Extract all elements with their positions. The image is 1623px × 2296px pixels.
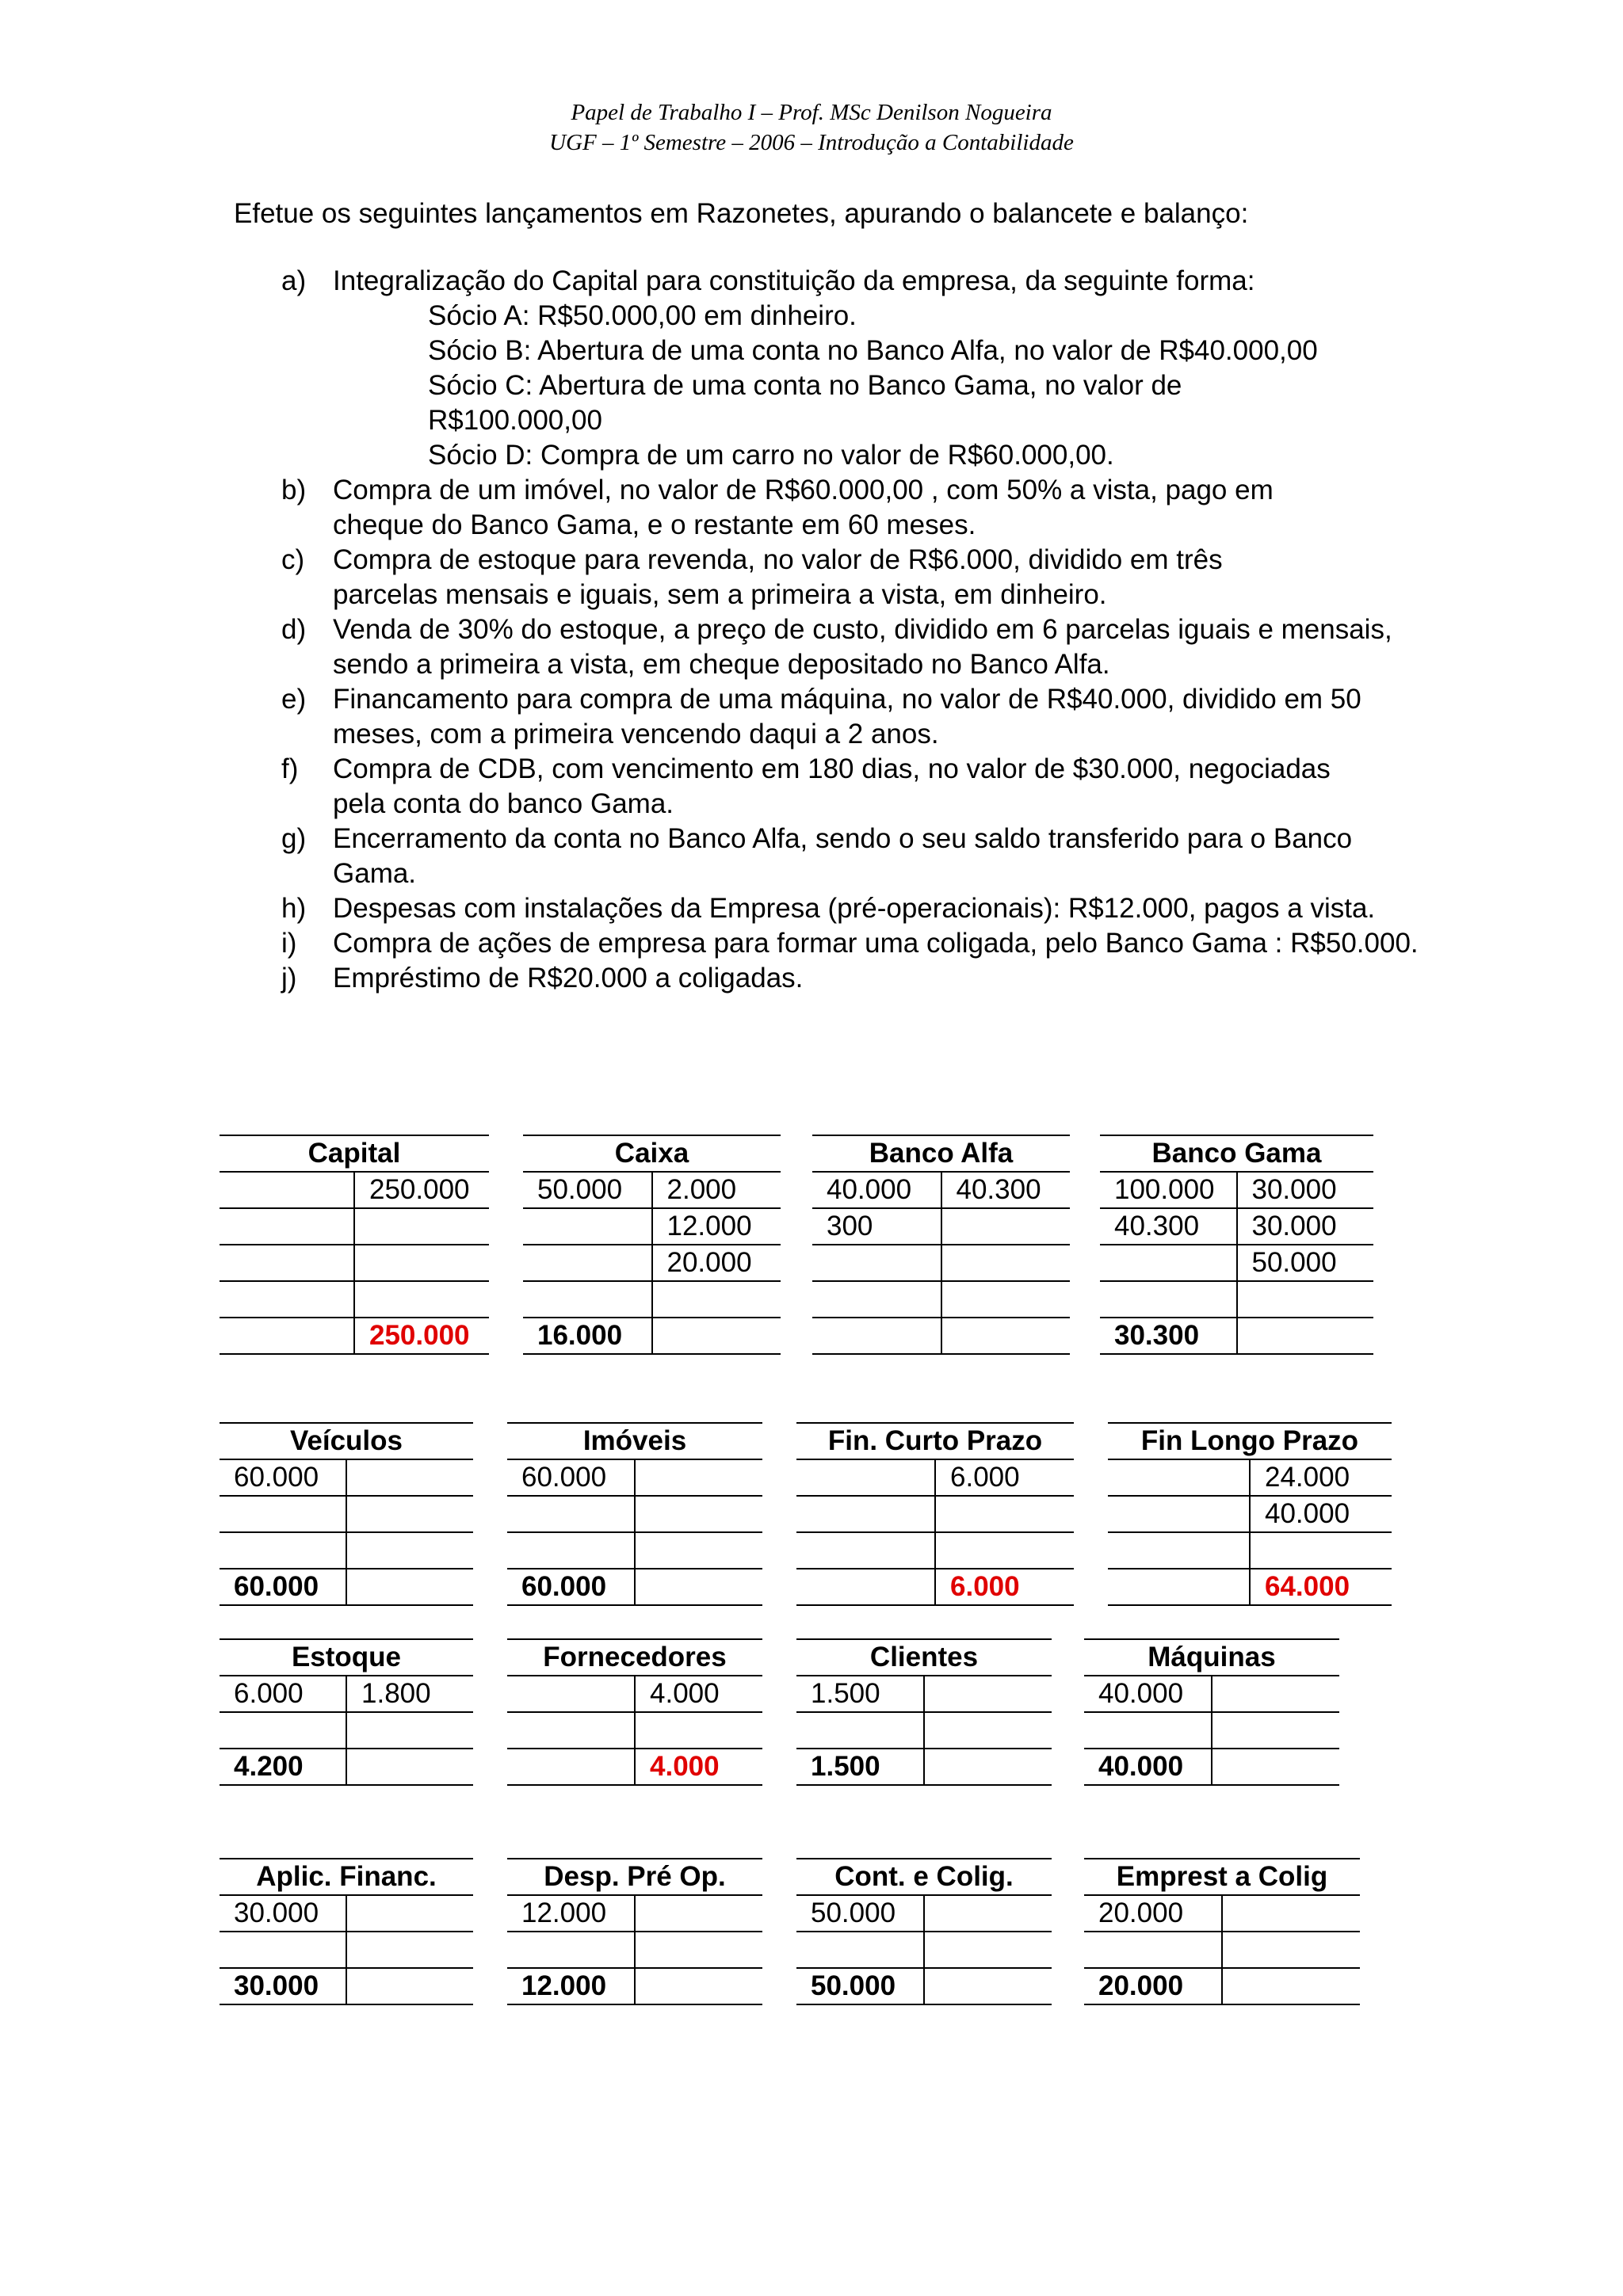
debit-cell [812,1245,942,1280]
debit-cell [523,1245,653,1280]
debit-cell [507,1533,636,1568]
account-row [523,1282,781,1318]
debit-cell: 300 [812,1209,942,1244]
debit-cell [507,1676,636,1711]
debit-total: 1.500 [796,1749,925,1784]
debit-cell [220,1533,347,1568]
account-row [220,1713,473,1749]
account-title: Aplic. Financ. [220,1858,473,1896]
account-row [220,1245,489,1282]
credit-total [1238,1318,1374,1353]
debit-cell [220,1713,347,1748]
credit-cell [347,1896,473,1931]
debit-total: 30.300 [1100,1318,1238,1353]
credit-total [925,1749,1052,1784]
debit-total: 20.000 [1084,1969,1223,2004]
account-row [1084,1713,1339,1749]
account-total-row [1108,1569,1392,1606]
account-title: Emprest a Colig [1084,1858,1360,1896]
debit-cell: 40.000 [1084,1676,1212,1711]
credit-cell [355,1209,489,1244]
socio-d: Sócio D: Compra de um carro no valor de R$60.000,00. [428,440,1114,471]
debit-cell [220,1932,347,1967]
debit-cell: 30.000 [220,1896,347,1931]
debit-cell: 50.000 [523,1173,653,1207]
account-row [796,1713,1052,1749]
credit-cell: 2.000 [666,1174,737,1205]
account-row [796,1932,1052,1969]
credit-cell [1238,1282,1374,1317]
credit-cell [925,1713,1052,1748]
credit-cell [1223,1932,1360,1967]
credit-cell [636,1896,762,1931]
credit-total [347,1969,473,2004]
debit-cell [507,1713,636,1748]
credit-cell [347,1533,473,1568]
account-title: Banco Gama [1100,1135,1373,1173]
credit-total [347,1749,473,1784]
account-total-row [507,1569,762,1606]
account-total-row [1100,1318,1373,1355]
credit-total [636,1569,762,1604]
account-row [220,1282,489,1318]
credit-cell: 12.000 [666,1211,752,1241]
debit-cell: 100.000 [1100,1173,1238,1207]
debit-cell [220,1497,347,1531]
account-row [796,1533,1074,1569]
credit-total [347,1569,473,1604]
debit-cell [796,1497,936,1531]
socio-a: Sócio A: R$50.000,00 em dinheiro. [428,300,857,331]
account-total-row [220,1749,473,1786]
debit-cell: 60.000 [507,1460,636,1495]
debit-total: 50.000 [796,1969,925,2004]
credit-total [1223,1969,1360,2004]
credit-total [636,1969,762,2004]
debit-total: 12.000 [507,1969,636,2004]
credit-total [942,1318,1071,1353]
account-row [812,1209,1070,1245]
account-row [220,1460,473,1497]
debit-cell [796,1460,936,1495]
header-line-1: Papel de Trabalho I – Prof. MSc Denilson Nogueira [571,100,1052,125]
credit-cell [347,1497,473,1531]
account-row [507,1713,762,1749]
debit-cell: 40.000 [812,1173,942,1207]
credit-cell [925,1932,1052,1967]
credit-cell [636,1460,762,1495]
credit-cell [347,1713,473,1748]
account-row [507,1533,762,1569]
question-e: e) Financamento para compra de uma máquina, no valor de R$40.000, dividido em 50 meses, com a primeira vencendo daqui a 2 anos. [281,684,1361,749]
credit-cell: 50.000 [1251,1247,1337,1278]
debit-cell: 12.000 [507,1896,636,1931]
t-account-imoveis [507,1422,762,1606]
account-title: Máquinas [1084,1638,1339,1676]
debit-cell: 60.000 [220,1460,347,1495]
header-line-2: UGF – 1º Semestre – 2006 – Introdução a Contabilidade [549,130,1074,155]
account-total-row [220,1318,489,1355]
account-row [507,1932,762,1969]
account-row [523,1245,781,1282]
credit-total [925,1969,1052,2004]
credit-cell [636,1497,762,1531]
debit-cell: 20.000 [1084,1896,1223,1931]
account-title: Capital [220,1135,489,1173]
account-total-row [220,1569,473,1606]
account-row [796,1676,1052,1713]
credit-cell [925,1676,1052,1711]
t-account-maquinas [1084,1638,1339,1786]
debit-cell [507,1932,636,1967]
t-account-capital [220,1135,489,1355]
account-row [220,1209,489,1245]
instructions: Efetue os seguintes lançamentos em Razonetes, apurando o balancete e balanço: [234,198,1249,229]
question-c: c) Compra de estoque para revenda, no valor de R$6.000, dividido em três parcelas mensais e iguais, sem a primeira a vista, em dinheiro. [281,544,1223,610]
debit-cell [1108,1497,1251,1531]
credit-total [653,1318,781,1353]
account-total-row [1084,1969,1360,2005]
account-title: Imóveis [507,1422,762,1460]
account-title: Caixa [523,1135,781,1173]
t-account-cont-colig [796,1858,1052,2005]
credit-cell [636,1713,762,1748]
account-title: Fin Longo Prazo [1108,1422,1392,1460]
question-h: h) Despesas com instalações da Empresa (pré-operacionais): R$12.000, pagos a vista. [281,893,1376,924]
credit-cell [355,1245,489,1280]
debit-cell [220,1209,355,1244]
debit-total [812,1318,942,1353]
account-total-row [507,1749,762,1786]
account-total-row [220,1969,473,2005]
debit-total: 60.000 [507,1569,636,1604]
t-account-banco-alfa [812,1135,1070,1355]
account-row [1100,1245,1373,1282]
socio-c: Sócio C: Abertura de uma conta no Banco Gama, no valor de R$100.000,00 [428,370,1182,436]
account-row [812,1245,1070,1282]
debit-cell [1084,1713,1212,1748]
account-row [220,1896,473,1932]
debit-total: 40.000 [1084,1749,1212,1784]
debit-total [1108,1569,1251,1604]
account-row [507,1896,762,1932]
t-account-clientes [796,1638,1052,1786]
credit-cell [355,1282,489,1317]
debit-total [796,1569,936,1604]
credit-cell [653,1282,781,1317]
debit-total [220,1318,355,1353]
account-row [523,1209,781,1245]
account-title: Fin. Curto Prazo [796,1422,1074,1460]
t-account-aplic-financ [220,1858,473,2005]
debit-total: 16.000 [523,1318,653,1353]
credit-cell [942,1209,1071,1244]
t-account-estoque [220,1638,473,1786]
debit-cell [812,1282,942,1317]
credit-cell [942,1282,1071,1317]
account-row [1100,1209,1373,1245]
account-title: Banco Alfa [812,1135,1070,1173]
debit-cell [796,1713,925,1748]
debit-cell [523,1209,653,1244]
account-row [1084,1896,1360,1932]
credit-total [1212,1749,1339,1784]
debit-cell: 50.000 [796,1896,925,1931]
account-row [1084,1932,1360,1969]
t-account-desp-pre-op [507,1858,762,2005]
account-row [1108,1533,1392,1569]
debit-total: 30.000 [220,1969,347,2004]
account-total-row [523,1318,781,1355]
credit-cell: 20.000 [666,1247,752,1278]
credit-cell [347,1932,473,1967]
debit-cell [1100,1282,1238,1317]
account-row [220,1173,489,1209]
account-row [1108,1497,1392,1533]
t-account-fin-curto-prazo [796,1422,1074,1606]
debit-cell [796,1533,936,1568]
account-total-row [796,1569,1074,1606]
debit-cell [507,1497,636,1531]
credit-cell [936,1533,1074,1568]
question-b: b) Compra de um imóvel, no valor de R$60.000,00 , com 50% a vista, pago em cheque do Banco Gama, e o restante em 60 meses. [281,475,1274,540]
credit-cell [1251,1533,1392,1568]
account-row [812,1173,1070,1209]
question-d: d) Venda de 30% do estoque, a preço de custo, dividido em 6 parcelas iguais e mensais, sendo a primeira a vista, em cheque depositado no Banco Alfa. [281,614,1392,680]
debit-cell: 6.000 [220,1676,347,1711]
question-list [281,264,1446,996]
debit-cell [1100,1245,1238,1280]
credit-cell [636,1533,762,1568]
account-row [507,1676,762,1713]
credit-cell [1223,1896,1360,1931]
account-row [796,1497,1074,1533]
credit-total: 64.000 [1265,1571,1350,1602]
credit-cell: 4.000 [650,1678,720,1709]
debit-total: 4.200 [220,1749,347,1784]
credit-cell: 30.000 [1251,1211,1337,1241]
account-title: Veículos [220,1422,473,1460]
account-title: Estoque [220,1638,473,1676]
credit-cell [1212,1676,1339,1711]
debit-cell [220,1173,355,1207]
account-row [796,1460,1074,1497]
credit-cell: 40.300 [956,1174,1041,1205]
credit-cell: 40.000 [1265,1498,1350,1529]
account-row [1084,1676,1339,1713]
credit-cell: 30.000 [1251,1174,1337,1205]
account-title: Cont. e Colig. [796,1858,1052,1896]
account-row [220,1497,473,1533]
account-total-row [796,1749,1052,1786]
debit-cell: 1.500 [796,1676,925,1711]
credit-cell [1212,1713,1339,1748]
account-row [1108,1460,1392,1497]
account-row [796,1896,1052,1932]
account-title: Fornecedores [507,1638,762,1676]
account-row [812,1282,1070,1318]
t-account-banco-gama [1100,1135,1373,1355]
t-account-emprest-colig [1084,1858,1360,2005]
account-row [220,1533,473,1569]
account-row [1100,1282,1373,1318]
socio-b: Sócio B: Abertura de uma conta no Banco Alfa, no valor de R$40.000,00 [428,335,1318,366]
credit-cell [925,1896,1052,1931]
account-total-row [796,1969,1052,2005]
debit-cell [523,1282,653,1317]
debit-total [507,1749,636,1784]
debit-cell [220,1245,355,1280]
debit-total: 60.000 [220,1569,347,1604]
account-total-row [812,1318,1070,1355]
account-row [220,1676,473,1713]
credit-cell [347,1460,473,1495]
credit-total: 4.000 [650,1751,720,1782]
t-account-fornecedores [507,1638,762,1786]
debit-cell: 40.300 [1100,1209,1238,1244]
credit-total: 6.000 [950,1571,1020,1602]
debit-cell [1084,1932,1223,1967]
question-a: a) Integralização do Capital para constituição da empresa, da seguinte forma: Sócio A: R$50.000,00 em dinheiro. Sócio B: Abertura de uma conta no Banco Alfa, no valor de R$40.000,00 Sócio C: Abertura de uma conta no Banco Gama, no valor de R$100.000,00 Sócio D: Compra de um carro no valor de R$60.000,00. [281,264,1446,473]
account-row [507,1497,762,1533]
question-i: i) Compra de ações de empresa para formar uma coligada, pelo Banco Gama : R$50.000. [281,928,1419,959]
credit-cell [942,1245,1071,1280]
account-row [507,1460,762,1497]
account-title: Clientes [796,1638,1052,1676]
account-title: Desp. Pré Op. [507,1858,762,1896]
credit-cell: 6.000 [950,1462,1020,1493]
credit-cell [636,1932,762,1967]
debit-cell [796,1932,925,1967]
t-account-caixa [523,1135,781,1355]
question-g: g) Encerramento da conta no Banco Alfa, sendo o seu saldo transferido para o Banco Gama. [281,823,1353,889]
credit-cell [936,1497,1074,1531]
credit-cell: 1.800 [361,1678,431,1709]
credit-cell: 250.000 [369,1174,470,1205]
debit-cell [1108,1533,1251,1568]
account-row [1100,1173,1373,1209]
account-row [220,1932,473,1969]
debit-cell [1108,1460,1251,1495]
account-total-row [507,1969,762,2005]
question-j: j) Empréstimo de R$20.000 a coligadas. [281,963,804,994]
t-account-fin-longo-prazo [1108,1422,1392,1606]
account-total-row [1084,1749,1339,1786]
t-account-veiculos [220,1422,473,1606]
credit-cell: 24.000 [1265,1462,1350,1493]
question-f: f) Compra de CDB, com vencimento em 180 dias, no valor de $30.000, negociadas pela conta do banco Gama. [281,753,1331,819]
credit-total: 250.000 [369,1320,470,1351]
account-row [523,1173,781,1209]
debit-cell [220,1282,355,1317]
